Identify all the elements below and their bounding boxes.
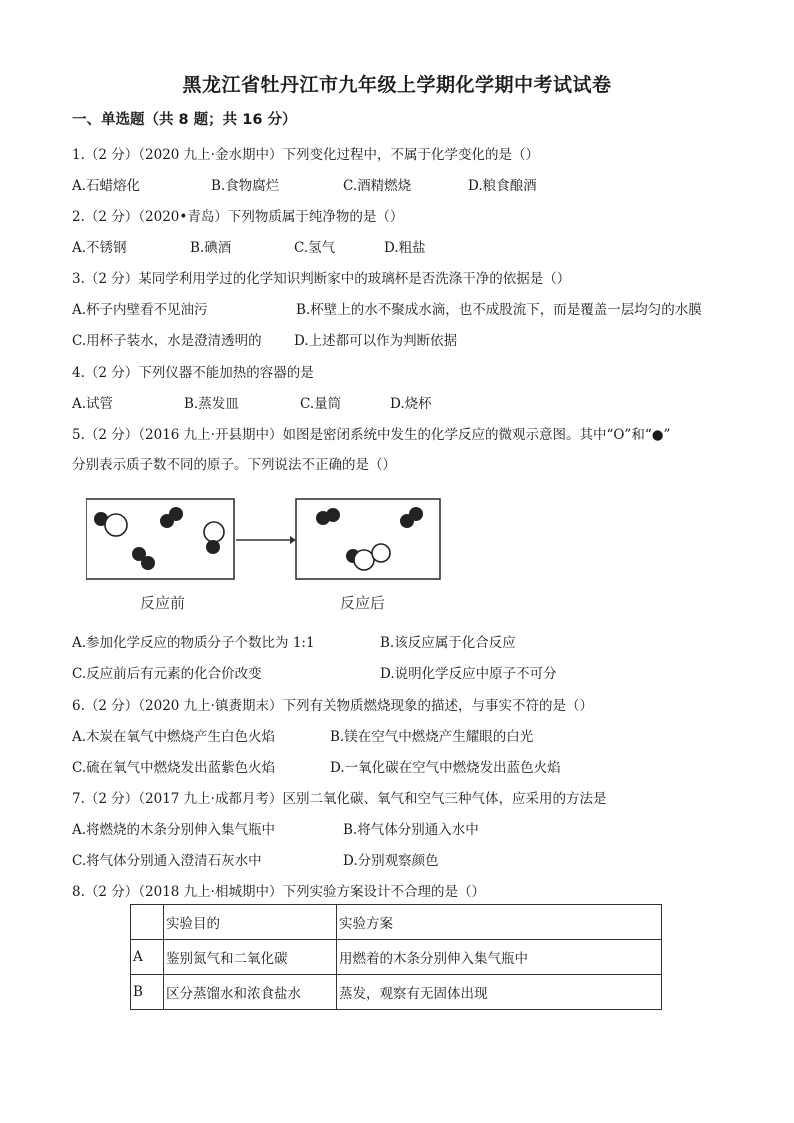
- question-6-option-d: D.一氧化碳在空气中燃烧发出蓝色火焰: [330, 760, 561, 776]
- white-atom: [372, 544, 390, 562]
- reaction-diagram: [86, 496, 442, 616]
- question-1-stem: 1.（2 分）（2020 九上·金水期中）下列变化过程中，不属于化学变化的是（）: [72, 147, 539, 163]
- table-cell: 用燃着的木条分别伸入集气瓶中: [337, 940, 662, 975]
- question-1-option-c: C.酒精燃烧: [343, 178, 412, 194]
- table-header-cell: [131, 905, 164, 940]
- white-atom: [354, 550, 374, 570]
- table-header-row: [131, 905, 662, 940]
- question-4-stem: 4.（2 分）下列仪器不能加热的容器的是: [72, 365, 314, 381]
- question-5-stem-continued: 分别表示质子数不同的原子。下列说法不正确的是（）: [72, 457, 396, 473]
- table-header-cell: 实验方案: [337, 905, 662, 940]
- experiment-table: [130, 904, 662, 1010]
- arrow-head-icon: [290, 536, 296, 544]
- after-reaction-label: 反应后: [340, 594, 386, 612]
- question-3-option-b: B.杯壁上的水不聚成水滴，也不成股流下，而是覆盖一层均匀的水膜: [296, 302, 702, 318]
- question-7-stem: 7.（2 分）（2017 九上·成都月考）区别二氧化碳、氧气和空气三种气体，应采用的方法是: [72, 791, 607, 807]
- question-3-option-d: D.上述都可以作为判断依据: [294, 333, 458, 349]
- question-5-option-d: D.说明化学反应中原子不可分: [380, 666, 557, 682]
- question-7-option-c: C.将气体分别通入澄清石灰水中: [72, 853, 262, 869]
- question-2-stem: 2.（2 分）（2020•青岛）下列物质属于纯净物的是（）: [72, 209, 404, 225]
- question-5-option-b: B.该反应属于化合反应: [380, 635, 516, 651]
- table-cell: A: [131, 940, 164, 975]
- black-atom: [169, 507, 183, 521]
- question-5-option-c: C.反应前后有元素的化合价改变: [72, 666, 262, 682]
- table-header-cell: 实验目的: [164, 905, 337, 940]
- before-reaction-label: 反应前: [140, 594, 186, 612]
- black-atom: [409, 507, 423, 521]
- table-cell: B: [131, 975, 164, 1010]
- page-title: 黑龙江省牡丹江市九年级上学期化学期中考试试卷: [182, 74, 612, 96]
- question-2-option-a: A.不锈钢: [72, 240, 127, 256]
- question-2-option-b: B.碘酒: [190, 240, 232, 256]
- question-7-option-a: A.将燃烧的木条分别伸入集气瓶中: [72, 822, 276, 838]
- question-4-option-d: D.烧杯: [390, 396, 432, 412]
- white-atom: [105, 514, 127, 536]
- question-4-option-c: C.量筒: [300, 396, 342, 412]
- table-cell: 区分蒸馏水和浓食盐水: [164, 975, 337, 1010]
- question-6-stem: 6.（2 分）（2020 九上·镇赉期末）下列有关物质燃烧现象的描述，与事实不符的是（）: [72, 698, 593, 714]
- black-atom: [141, 556, 155, 570]
- question-3-stem: 3.（2 分）某同学利用学过的化学知识判断家中的玻璃杯是否洗涤干净的依据是（）: [72, 271, 571, 287]
- section-heading: 一、单选题（共 8 题；共 16 分）: [72, 112, 297, 128]
- question-1-option-b: B.食物腐烂: [211, 178, 280, 194]
- question-1-option-d: D.粮食酿酒: [468, 178, 537, 194]
- question-7-option-d: D.分别观察颜色: [343, 853, 439, 869]
- table-row: [131, 975, 662, 1010]
- question-6-option-b: B.镁在空气中燃烧产生耀眼的白光: [330, 729, 534, 745]
- table-cell: 鉴别氮气和二氧化碳: [164, 940, 337, 975]
- white-atom: [204, 522, 224, 542]
- question-8-stem: 8.（2 分）（2018 九上·相城期中）下列实验方案设计不合理的是（）: [72, 884, 485, 900]
- question-7-option-b: B.将气体分别通入水中: [343, 822, 479, 838]
- question-4-option-b: B.蒸发皿: [184, 396, 239, 412]
- question-3-option-c: C.用杯子装水，水是澄清透明的: [72, 333, 262, 349]
- black-atom: [326, 508, 340, 522]
- table-row: [131, 940, 662, 975]
- question-6-option-a: A.木炭在氧气中燃烧产生白色火焰: [72, 729, 276, 745]
- question-4-option-a: A.试管: [72, 396, 114, 412]
- question-5-option-a: A.参加化学反应的物质分子个数比为 1:1: [72, 635, 315, 651]
- black-atom: [206, 540, 220, 554]
- question-3-option-a: A.杯子内壁看不见油污: [72, 302, 208, 318]
- question-2-option-d: D.粗盐: [384, 240, 426, 256]
- question-1-option-a: A.石蜡熔化: [72, 178, 141, 194]
- question-2-option-c: C.氢气: [294, 240, 336, 256]
- question-5-stem: 5.（2 分）（2016 九上·开县期中）如图是密闭系统中发生的化学反应的微观示意图。其中“O”和“●”: [72, 427, 671, 443]
- table-cell: 蒸发，观察有无固体出现: [337, 975, 662, 1010]
- question-6-option-c: C.硫在氧气中燃烧发出蓝紫色火焰: [72, 760, 276, 776]
